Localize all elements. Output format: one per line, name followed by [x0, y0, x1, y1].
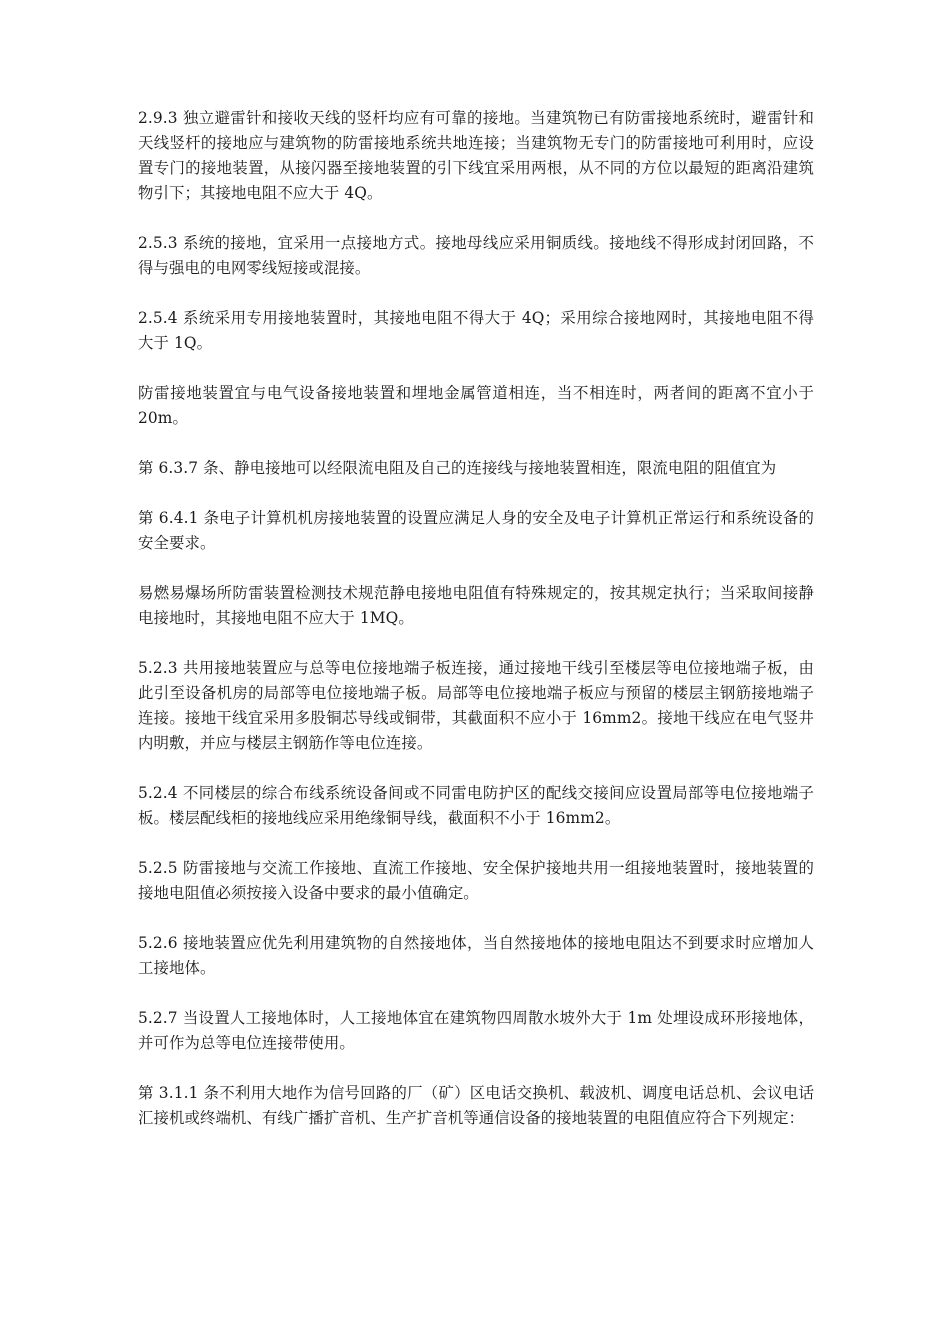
paragraph-5-2-6: 5.2.6 接地装置应优先利用建筑物的自然接地体，当自然接地体的接地电阻达不到要求时应增加人工接地体。 [138, 934, 814, 977]
paragraph-2-5-3: 2.5.3 系统的接地，宜采用一点接地方式。接地母线应采用铜质线。接地线不得形成封闭回路，不得与强电的电网零线短接或混接。 [138, 234, 814, 277]
paragraph-5-2-3: 5.2.3 共用接地装置应与总等电位接地端子板连接，通过接地干线引至楼层等电位接地端子板，由此引至设备机房的局部等电位接地端子板。局部等电位接地端子板应与预留的楼层主钢筋接地端子连接。接地干线宜采用多股铜芯导线或铜带，其截面积不应小于 16mm2。接地干线应在电气竖井内明敷，并应与楼层主钢筋作等电位连接。 [138, 659, 814, 752]
paragraph-6-3-7: 第 6.3.7 条、静电接地可以经限流电阻及自己的连接线与接地装置相连，限流电阻的阻值宜为 [138, 459, 777, 477]
paragraph-2-9-3: 2.9.3 独立避雷针和接收天线的竖杆均应有可靠的接地。当建筑物已有防雷接地系统时，避雷针和天线竖杆的接地应与建筑物的防雷接地系统共地连接；当建筑物无专门的防雷接地可利用时，应设置专门的接地装置，从接闪器至接地装置的引下线宜采用两根，从不同的方位以最短的距离沿建筑物引下；其接地电阻不应大于 4Q。 [138, 109, 814, 202]
paragraph-lightning-grounding: 防雷接地装置宜与电气设备接地装置和埋地金属管道相连，当不相连时，两者间的距离不宜小于 20m。 [138, 384, 814, 427]
paragraph-explosive-sites: 易燃易爆场所防雷装置检测技术规范静电接地电阻值有特殊规定的，按其规定执行；当采取间接静电接地时，其接地电阻不应大于 1MQ。 [138, 584, 814, 627]
paragraph-2-5-4: 2.5.4 系统采用专用接地装置时，其接地电阻不得大于 4Q；采用综合接地网时，其接地电阻不得大于 1Q。 [138, 309, 814, 352]
document-body [138, 106, 814, 1156]
paragraph-5-2-5: 5.2.5 防雷接地与交流工作接地、直流工作接地、安全保护接地共用一组接地装置时，接地装置的接地电阻值必须按接入设备中要求的最小值确定。 [138, 859, 814, 902]
paragraph-5-2-4: 5.2.4 不同楼层的综合布线系统设备间或不同雷电防护区的配线交接间应设置局部等电位接地端子板。楼层配线柜的接地线应采用绝缘铜导线，截面积不小于 16mm2。 [138, 784, 814, 827]
paragraph-5-2-7: 5.2.7 当设置人工接地体时，人工接地体宜在建筑物四周散水坡外大于 1m 处埋设成环形接地体，并可作为总等电位连接带使用。 [138, 1009, 814, 1052]
paragraph-6-4-1: 第 6.4.1 条电子计算机机房接地装置的设置应满足人身的安全及电子计算机正常运行和系统设备的安全要求。 [138, 509, 814, 552]
paragraph-3-1-1: 第 3.1.1 条不利用大地作为信号回路的厂（矿）区电话交换机、载波机、调度电话总机、会议电话汇接机或终端机、有线广播扩音机、生产扩音机等通信设备的接地装置的电阻值应符合下列规定： [138, 1084, 814, 1127]
